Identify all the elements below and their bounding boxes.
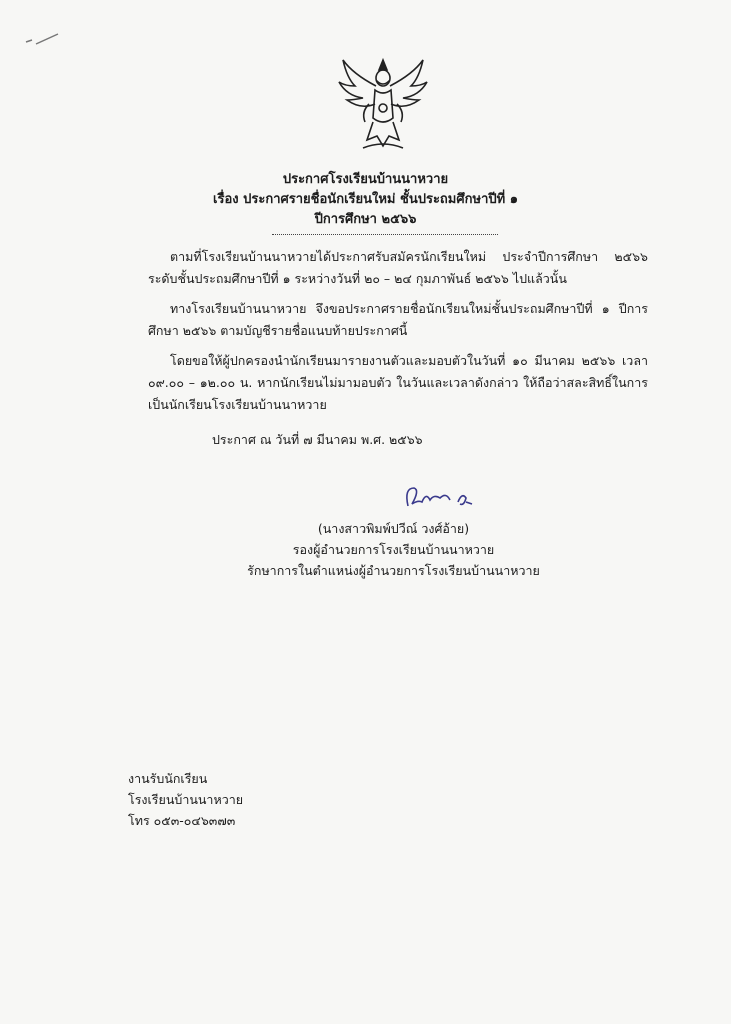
contact-block: [128, 768, 243, 831]
signer-name: (นางสาวพิมพ์ปวีณ์ วงศ์อ้าย): [317, 521, 470, 536]
signer-acting-position: รักษาการในตำแหน่งผู้อำนวยการโรงเรียนบ้านนาหวาย: [247, 563, 540, 578]
handwritten-signature: [400, 480, 480, 516]
paragraph-3-text: โดยขอให้ผู้ปกครองนำนักเรียนมารายงานตัวและมอบตัวในวันที่ ๑๐ มีนาคม ๒๕๖๖ เวลา ๐๙.๐๐ – ๑๒.๐๐ น. หากนักเรียนไม่มามอบตัว ในวันและเวลาดังกล่าว ให้ถือว่าสละสิทธิ์ในการเป็นนักเรียนโรงเรียนบ้านนาหวาย: [148, 353, 648, 412]
contact-phone: โทร ๐๕๓-๐๔๖๓๗๓: [128, 813, 236, 828]
garuda-emblem-icon: [333, 56, 433, 156]
paragraph-3: [148, 350, 648, 416]
paragraph-1-text: ตามที่โรงเรียนบ้านนาหวายได้ประกาศรับสมัครนักเรียนใหม่ ประจำปีการศึกษา ๒๕๖๖ ระดับชั้นประถมศึกษาปีที่ ๑ ระหว่างวันที่ ๒๐ – ๒๔ กุมภาพันธ์ ๒๕๖๖ ไปแล้วนั้น: [148, 249, 648, 286]
pen-mark-icon: [22, 28, 62, 52]
academic-year: ปีการศึกษา ๒๕๖๖: [314, 212, 417, 227]
announcement-subject: เรื่อง ประกาศรายชื่อนักเรียนใหม่ ชั้นประถมศึกษาปีที่ ๑: [213, 192, 518, 207]
signature-block: [0, 518, 731, 581]
paragraph-1: [148, 246, 648, 290]
contact-school: โรงเรียนบ้านนาหวาย: [128, 792, 244, 807]
title-divider: [272, 234, 498, 235]
announcement-title: ประกาศโรงเรียนบ้านนาหวาย: [282, 172, 449, 187]
contact-department: งานรับนักเรียน: [128, 771, 208, 786]
paragraph-2: [148, 298, 648, 342]
announcement-date: ประกาศ ณ วันที่ ๗ มีนาคม พ.ศ. ๒๕๖๖: [212, 432, 423, 447]
signer-position: รองผู้อำนวยการโรงเรียนบ้านนาหวาย: [292, 542, 495, 557]
paragraph-2-text: ทางโรงเรียนบ้านนาหวาย จึงขอประกาศรายชื่อนักเรียนใหม่ชั้นประถมศึกษาปีที่ ๑ ปีการศึกษา ๒๕๖๖ ตามบัญชีรายชื่อแนบท้ายประกาศนี้: [148, 301, 648, 338]
